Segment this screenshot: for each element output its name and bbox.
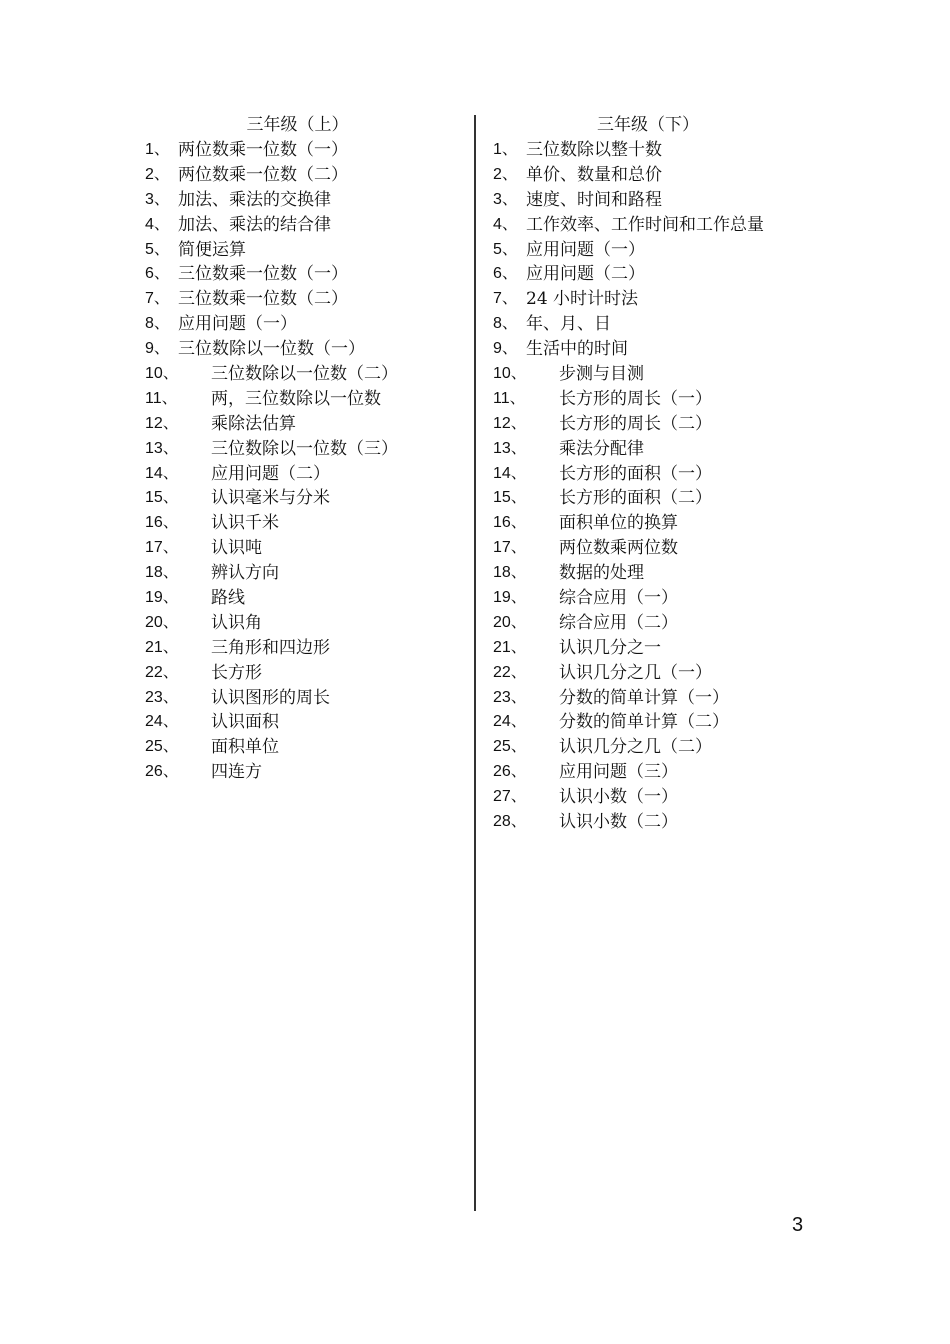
- item-number: 3、: [493, 190, 518, 208]
- item-number: 21、: [145, 638, 179, 656]
- list-item: [493, 661, 823, 686]
- list-item: [145, 213, 465, 238]
- item-number: 14、: [493, 464, 527, 482]
- item-text: 工作效率、工作时间和工作总量: [526, 214, 764, 235]
- item-text: 三位数乘一位数（二）: [178, 289, 348, 310]
- item-number: 20、: [145, 613, 179, 631]
- item-text: 应用问题（一）: [526, 239, 645, 260]
- item-text: 两位数乘两位数: [559, 538, 678, 559]
- list-item: [145, 312, 465, 337]
- left-column-title: 三年级（上）: [246, 115, 349, 135]
- item-number: 23、: [145, 688, 179, 706]
- list-item: [145, 387, 465, 412]
- item-number: 5、: [493, 240, 518, 258]
- item-text: 认识图形的周长: [211, 687, 330, 708]
- item-number: 10、: [493, 365, 527, 383]
- item-number: 13、: [493, 439, 527, 457]
- list-item: [145, 337, 465, 362]
- item-text: 三位数除以一位数（三）: [211, 438, 398, 459]
- list-item: [145, 462, 465, 487]
- list-item: [493, 387, 823, 412]
- list-item: [145, 661, 465, 686]
- item-text: 长方形的周长（二）: [559, 413, 712, 434]
- list-item: [145, 138, 465, 163]
- item-number: 21、: [493, 638, 527, 656]
- item-number: 18、: [493, 564, 527, 582]
- item-text: 两，三位数除以一位数: [211, 388, 381, 409]
- list-item: [145, 262, 465, 287]
- list-item: [145, 760, 465, 785]
- item-text: 辨认方向: [211, 563, 279, 584]
- item-number: 25、: [145, 738, 179, 756]
- list-item: [493, 735, 823, 760]
- list-item: [145, 686, 465, 711]
- list-item: [145, 710, 465, 735]
- item-number: 9、: [493, 340, 518, 358]
- list-item: [493, 686, 823, 711]
- item-text: 面积单位的换算: [559, 513, 678, 534]
- list-item: [493, 760, 823, 785]
- item-number: 28、: [493, 813, 527, 831]
- item-number: 13、: [145, 439, 179, 457]
- list-item: [145, 511, 465, 536]
- item-text: 三位数除以整十数: [526, 140, 662, 160]
- item-text: 速度、时间和路程: [526, 189, 662, 210]
- item-text: 三位数乘一位数（一）: [178, 264, 348, 285]
- list-item: [145, 486, 465, 511]
- item-text: 三角形和四边形: [211, 637, 330, 658]
- list-item: [493, 312, 823, 337]
- item-text: 年、月、日: [526, 314, 611, 335]
- item-text: 应用问题（三）: [559, 762, 678, 783]
- item-text: 24 小时计时法: [526, 289, 639, 310]
- list-item: [145, 586, 465, 611]
- item-number: 15、: [145, 489, 179, 507]
- item-number: 9、: [145, 340, 170, 358]
- item-text: 长方形的面积（二）: [559, 488, 712, 509]
- list-item: [493, 238, 823, 263]
- item-text: 认识角: [211, 612, 262, 633]
- list-item: [493, 138, 823, 163]
- item-number: 12、: [145, 414, 179, 432]
- item-number: 2、: [145, 165, 170, 183]
- item-text: 长方形的面积（一）: [559, 463, 712, 484]
- item-number: 22、: [145, 663, 179, 681]
- item-number: 17、: [493, 539, 527, 557]
- item-text: 路线: [211, 588, 245, 609]
- item-text: 三位数除以一位数（一）: [178, 339, 365, 360]
- item-text: 单价、数量和总价: [526, 164, 662, 185]
- item-text: 应用问题（一）: [178, 314, 297, 335]
- item-text: 加法、乘法的结合律: [178, 214, 331, 235]
- item-text: 分数的简单计算（一）: [559, 687, 729, 708]
- list-item: [493, 785, 823, 810]
- item-text: 加法、乘法的交换律: [178, 189, 331, 210]
- list-item: [145, 735, 465, 760]
- list-item: [493, 337, 823, 362]
- list-item: [145, 238, 465, 263]
- list-item: [493, 710, 823, 735]
- item-number: 1、: [493, 141, 518, 158]
- list-item: [493, 262, 823, 287]
- right-column-title: 三年级（下）: [597, 115, 699, 135]
- item-text: 简便运算: [178, 239, 246, 260]
- list-item: [145, 561, 465, 586]
- item-text: 两位数乘一位数（二）: [178, 164, 348, 185]
- item-number: 19、: [493, 589, 527, 607]
- item-text: 两位数乘一位数（一）: [178, 140, 348, 160]
- item-number: 8、: [493, 315, 518, 333]
- item-text: 生活中的时间: [526, 339, 628, 360]
- left-lesson-list: [145, 138, 465, 785]
- list-item: [493, 188, 823, 213]
- item-number: 18、: [145, 564, 179, 582]
- item-number: 10、: [145, 365, 179, 383]
- item-text: 综合应用（二）: [559, 612, 678, 633]
- item-number: 16、: [145, 514, 179, 532]
- list-item: [493, 412, 823, 437]
- item-number: 6、: [493, 265, 518, 283]
- item-number: 12、: [493, 414, 527, 432]
- list-item: [493, 511, 823, 536]
- item-number: 4、: [493, 215, 518, 233]
- item-text: 综合应用（一）: [559, 588, 678, 609]
- item-number: 6、: [145, 265, 170, 283]
- item-number: 23、: [493, 688, 527, 706]
- list-item: [493, 163, 823, 188]
- left-column: [145, 113, 465, 785]
- list-item: [493, 636, 823, 661]
- item-text: 认识小数（二）: [559, 812, 678, 833]
- list-item: [493, 462, 823, 487]
- column-divider: [474, 115, 476, 1211]
- item-text: 长方形: [211, 662, 262, 683]
- list-item: [493, 213, 823, 238]
- item-number: 5、: [145, 240, 170, 258]
- list-item: [493, 586, 823, 611]
- item-number: 17、: [145, 539, 179, 557]
- item-number: 8、: [145, 315, 170, 333]
- item-text: 四连方: [211, 762, 262, 783]
- item-number: 20、: [493, 613, 527, 631]
- item-number: 2、: [493, 165, 518, 183]
- item-number: 11、: [493, 389, 526, 407]
- item-number: 3、: [145, 190, 170, 208]
- list-item: [145, 362, 465, 387]
- list-item: [493, 561, 823, 586]
- list-item: [493, 611, 823, 636]
- item-number: 16、: [493, 514, 527, 532]
- list-item: [493, 362, 823, 387]
- list-item: [145, 611, 465, 636]
- item-text: 认识几分之一: [559, 637, 661, 658]
- list-item: [493, 536, 823, 561]
- item-text: 认识吨: [211, 538, 262, 559]
- list-item: [145, 536, 465, 561]
- list-item: [493, 437, 823, 462]
- page-number: 3: [792, 1214, 804, 1236]
- item-number: 1、: [145, 141, 170, 158]
- item-number: 22、: [493, 663, 527, 681]
- item-text: 认识千米: [211, 513, 279, 534]
- item-number: 24、: [493, 713, 527, 731]
- item-text: 乘法分配律: [559, 438, 644, 459]
- item-text: 认识几分之几（一）: [559, 662, 712, 683]
- item-text: 应用问题（二）: [526, 264, 645, 285]
- item-number: 11、: [145, 389, 178, 407]
- right-column: [493, 113, 823, 835]
- list-item: [145, 163, 465, 188]
- item-text: 应用问题（二）: [211, 463, 330, 484]
- list-item: [493, 810, 823, 835]
- item-text: 乘除法估算: [211, 413, 296, 434]
- list-item: [145, 188, 465, 213]
- item-number: 4、: [145, 215, 170, 233]
- list-item: [145, 437, 465, 462]
- item-number: 14、: [145, 464, 179, 482]
- item-text: 步测与目测: [559, 364, 644, 385]
- list-item: [493, 287, 823, 312]
- item-text: 认识毫米与分米: [211, 488, 330, 509]
- item-number: 19、: [145, 589, 179, 607]
- item-number: 25、: [493, 738, 527, 756]
- right-lesson-list: [493, 138, 823, 835]
- item-text: 认识几分之几（二）: [559, 737, 712, 758]
- item-number: 7、: [145, 290, 170, 308]
- item-text: 面积单位: [211, 737, 279, 758]
- item-number: 24、: [145, 713, 179, 731]
- item-text: 认识面积: [211, 712, 279, 733]
- item-text: 长方形的周长（一）: [559, 388, 712, 409]
- item-text: 三位数除以一位数（二）: [211, 364, 398, 385]
- list-item: [145, 287, 465, 312]
- list-item: [145, 636, 465, 661]
- item-number: 26、: [493, 763, 527, 781]
- item-number: 7、: [493, 290, 518, 308]
- list-item: [493, 486, 823, 511]
- item-text: 认识小数（一）: [559, 787, 678, 808]
- item-text: 数据的处理: [559, 563, 644, 584]
- item-text: 分数的简单计算（二）: [559, 712, 729, 733]
- item-number: 26、: [145, 763, 179, 781]
- item-number: 15、: [493, 489, 527, 507]
- item-number: 27、: [493, 788, 527, 806]
- list-item: [145, 412, 465, 437]
